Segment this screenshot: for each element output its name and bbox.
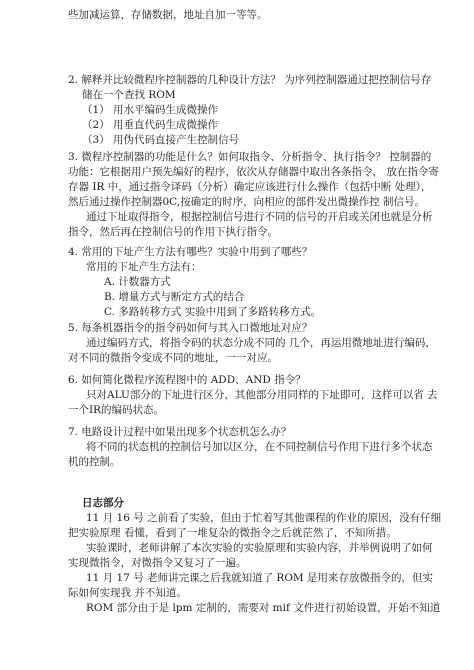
log-section-title: 日志部分 — [82, 497, 124, 509]
text-line: 把实验原理 看懂，看到了一堆复杂的微指令之后就茫然了，不知所措。 — [68, 527, 397, 539]
question-6 — [68, 373, 438, 418]
list-item: A. 计数器方式 — [104, 276, 171, 288]
text-line: 际如何实现我 并不知道。 — [68, 587, 187, 599]
question-5 — [68, 321, 436, 366]
question-4 — [68, 245, 430, 320]
text-line: 然后通过操作控制器0C,按确定的时序，向相应的部件发出微操作控 制信号。 — [68, 196, 426, 208]
text-line: 实验课时，老师讲解了本次实验的实验原理和实验内容，并举例说明了如何 — [86, 542, 433, 554]
text-line: 只对ALU部分的下址进行区分，其他部分用同样的下址即可，这样可以省 去 — [86, 389, 438, 401]
text-line: ROM 部分由于是 lpm 定制的，需要对 mif 文件进行初始设置，开始不知道 — [86, 602, 441, 614]
text-line: 存器 IR 中，通过指令译码（分析）确定应该进行什么操作（包括中断 处理）， — [68, 181, 432, 193]
question-4-title: 4. 常用的下址产生方法有哪些？实验中用到了哪些？ — [68, 246, 313, 258]
text-line: 机的控制。 — [68, 456, 121, 468]
paragraph-continuation — [68, 8, 430, 23]
text-line: 通过编码方式，将指令码的状态分成不同的 几个，再运用微地址进行编码， — [86, 337, 436, 349]
question-5-title: 5. 每条机器指令的指令码如何与其入口微地址对应？ — [68, 322, 313, 334]
question-7-title: 7. 电路设计过程中如果出现多个状态机怎么办？ — [68, 426, 292, 438]
list-item: （1） 用水平编码生成微操作 — [82, 104, 219, 116]
question-2-title: 2. 解释并比较微程序控制器的几种设计方法？ 为序列控制器通过把控制信号存 — [68, 74, 432, 86]
text-line: 储在一个查找 ROM — [82, 89, 176, 101]
question-3 — [68, 150, 439, 240]
text-line: 通过下址取得指令，根据控制信号进行不同的信号的开启或关闭也就是分析 — [86, 211, 433, 223]
question-3-title: 3. 微程序控制器的功能是什么？如何取指令、分析指令、执行指令？ 控制器的 — [68, 151, 432, 163]
question-6-title: 6. 如何简化微程序流程图中的 ADD、AND 指令？ — [68, 374, 306, 386]
text-line: 实现微指令，对微指令又复习了一遍。 — [68, 557, 247, 569]
list-item: C. 多路转移方式 实验中用到了多路转移方式。 — [104, 306, 322, 318]
question-7 — [68, 425, 433, 470]
list-item: （2） 用垂直代码生成微操作 — [82, 119, 219, 131]
text-line: 11 月 17 号 老师讲完课之后我就知道了 ROM 是用来存放微指令的，但实 — [86, 572, 434, 584]
text-line: 一个IR的编码状态。 — [68, 404, 165, 416]
log-section — [68, 496, 442, 616]
text-line: 11 月 16 号 之前看了实验，但由于忙着写其他课程的作业的原因，没有仔细 — [86, 512, 442, 524]
text-line: 功能：它根据用户预先编好的程序，依次从存储器中取出各条指令， 放在指令寄 — [68, 166, 439, 178]
text-line: 指令，然后再在控制信号的作用下执行指令。 — [68, 226, 278, 238]
text-line: 些加减运算，存储数据，地址自加一等等。 — [68, 9, 268, 21]
text-line: 常用的下址产生方法有： — [86, 261, 202, 273]
list-item: （3） 用伪代码直接产生控制信号 — [82, 134, 240, 146]
text-line: 将不同的状态机的控制信号加以区分，在不同控制信号作用下进行多个状态 — [86, 441, 433, 453]
list-item: B. 增量方式与断定方式的结合 — [104, 291, 245, 303]
question-2 — [68, 73, 430, 148]
text-line: 对不同的微指令变成不同的地址，一一对应。 — [68, 352, 278, 364]
